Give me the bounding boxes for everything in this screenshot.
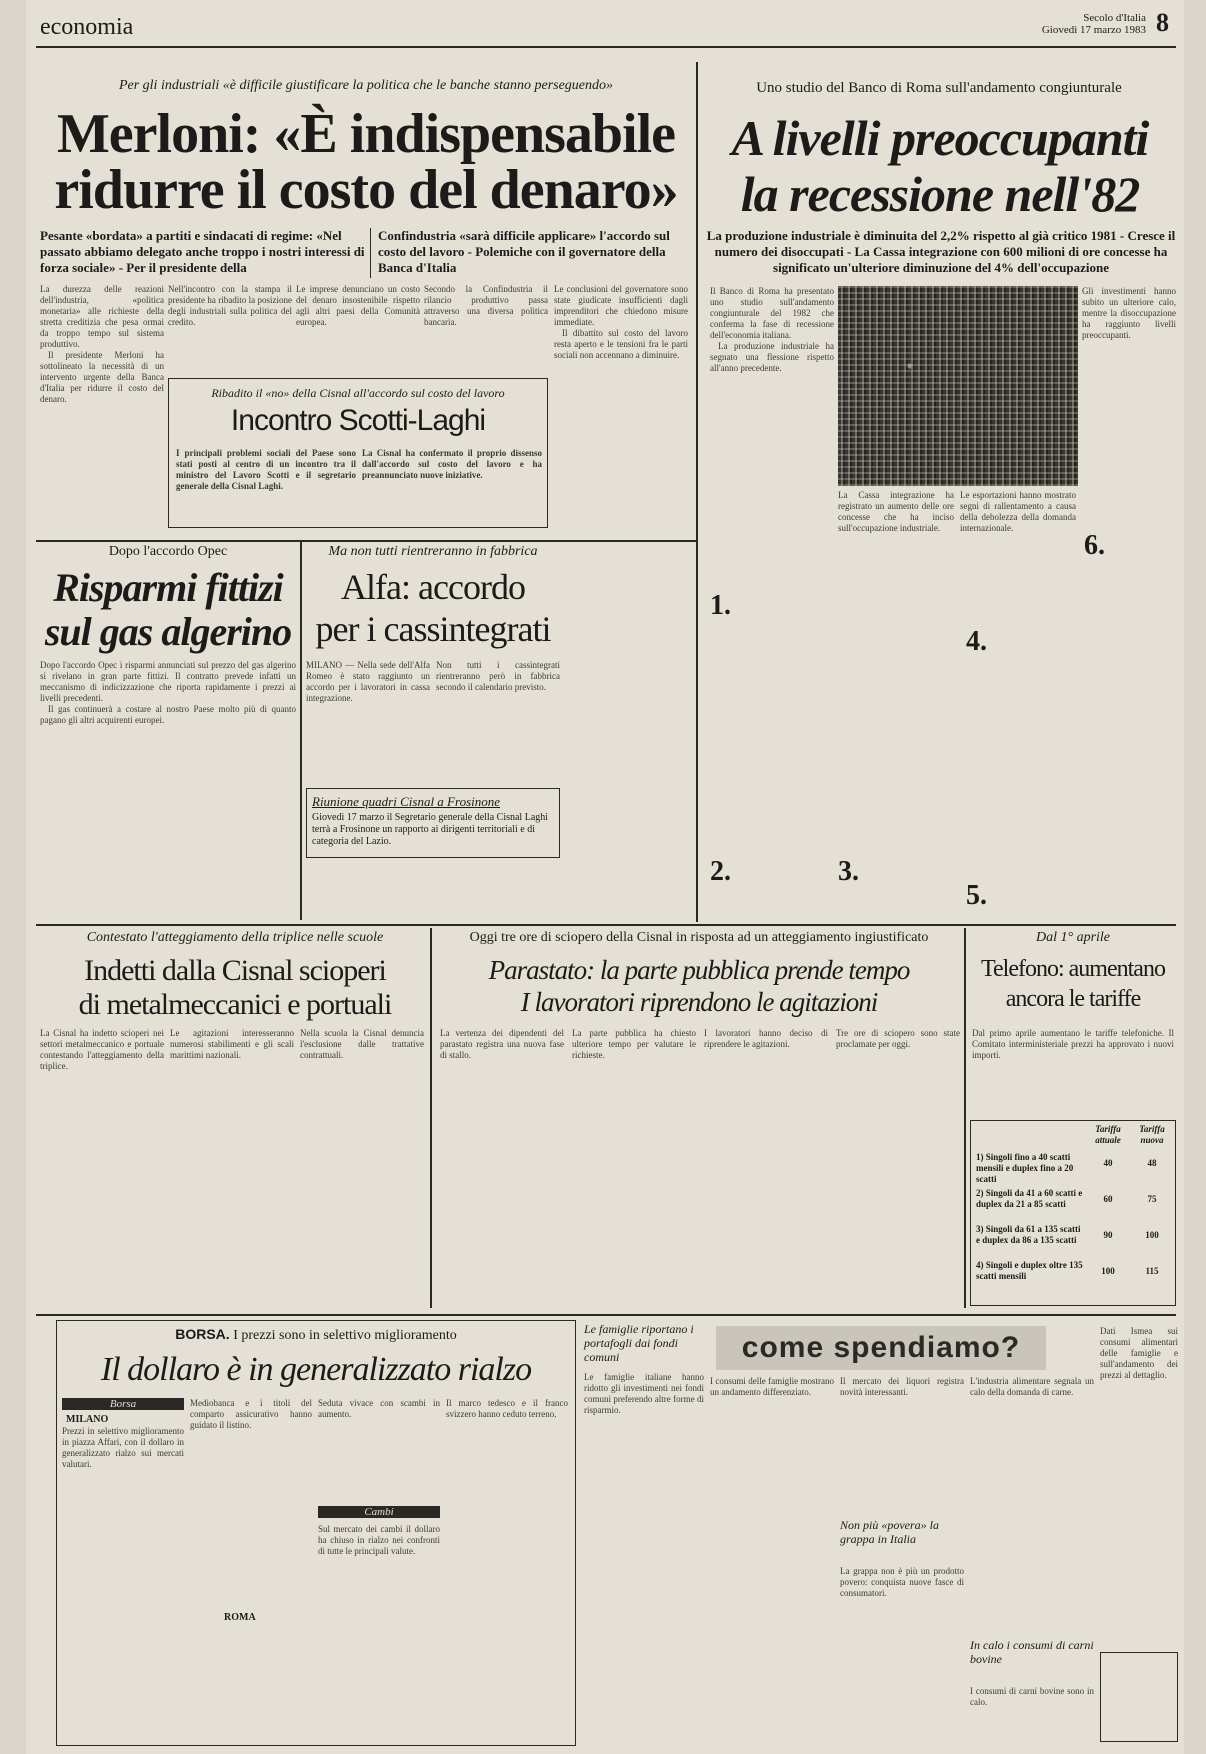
recessione-subhead: La produzione industriale è diminuita del 2,2% rispetto al già critico 1981 - Cresce il numero dei disoccupati - La Cassa integrazione con 600 milioni di ore concesse ha significato un'ulteriore diminuzione del 4% dell'occupazione	[706, 228, 1176, 275]
cisnal-headline-line1: Indetti dalla Cisnal scioperi	[84, 954, 386, 987]
borsa-body-col: Il marco tedesco e il franco svizzero hanno ceduto terreno.	[446, 1398, 568, 1419]
borsa-kicker-text: I prezzi sono in selettivo miglioramento	[233, 1328, 457, 1343]
merloni-headline-line2: ridurre il costo del denaro»	[54, 159, 678, 221]
section-rule	[36, 1314, 1176, 1316]
parastato-headline-line1: Parastato: la parte pubblica prende tempo	[488, 955, 910, 985]
issue-date: Giovedì 17 marzo 1983	[1041, 24, 1146, 36]
borsa-city-milano: MILANO	[66, 1414, 109, 1425]
risparmi-headline-line1: Risparmi fittizi	[53, 565, 283, 610]
table-cell-old: 60	[1103, 1194, 1113, 1204]
spendiamo-body-col: Le famiglie italiane hanno ridotto gli investimenti nei fondi comuni preferendo altre forme di risparmio.	[584, 1372, 704, 1415]
parastato-body-col: La parte pubblica ha chiesto ulteriore tempo per valutare le richieste.	[572, 1028, 696, 1060]
borsa-kicker	[60, 1326, 572, 1344]
borsa-headline: Il dollaro è in generalizzato rialzo	[100, 1351, 532, 1388]
table-cell-old: 90	[1103, 1230, 1113, 1240]
spendiamo-body-col: I consumi delle famiglie mostrano un andamento differenziato.	[710, 1376, 834, 1397]
list-number: 1.	[710, 590, 731, 621]
carni-subhead: In calo i consumi di carni bovine	[970, 1638, 1094, 1666]
merloni-body-col: Secondo la Confindustria il rilancio produttivo passa attraverso una diversa politica bancaria.	[424, 284, 548, 327]
alfa-body-col: Non tutti i cassintegrati rientreranno però in fabbrica secondo il calendario previsto.	[436, 660, 560, 692]
borsa-body-col: Mediobanca e i titoli del comparto assicurativo hanno guidato il listino.	[190, 1398, 312, 1430]
risparmi-headline-line2: sul gas algerino	[44, 609, 292, 654]
spendiamo-sidebar-title: Le famiglie riportano i portafogli dai fondi comuni	[584, 1322, 694, 1364]
table-row-label: 3) Singoli da 61 a 135 scatti e duplex da 86 a 135 scatti	[976, 1224, 1081, 1245]
scotti-headline: Incontro Scotti-Laghi	[230, 404, 486, 437]
masthead-info	[1036, 12, 1146, 36]
cisnal-headline	[40, 954, 430, 1022]
parastato-kicker: Oggi tre ore di sciopero della Cisnal in risposta ad un atteggiamento ingiustificato	[469, 930, 929, 945]
cisnal-body-col: Nella scuola la Cisnal denuncia l'esclusione dalle trattative contrattuali.	[300, 1028, 424, 1060]
spendiamo-body-col: Dati Ismea sui consumi alimentari delle famiglie e sull'andamento dei prezzi al dettaglio.	[1100, 1326, 1178, 1380]
scotti-kicker: Ribadito il «no» della Cisnal all'accordo sul costo del lavoro	[211, 386, 505, 400]
table-header-new: Tariffa nuova	[1139, 1124, 1165, 1145]
recessione-headline-line2: la recessione nell'82	[740, 166, 1140, 222]
table-cell-new: 75	[1147, 1194, 1157, 1204]
telefono-body: Dal primo aprile aumentano le tariffe telefoniche. Il Comitato interministeriale prezzi ha approvato i nuovi importi.	[972, 1028, 1174, 1060]
section-rule	[36, 924, 1176, 926]
merloni-kicker: Per gli industriali «è difficile giustificare la politica che le banche stanno perseguendo»	[118, 78, 614, 93]
column-divider	[430, 928, 432, 1308]
table-cell-new: 100	[1145, 1230, 1159, 1240]
merloni-headline-line1: Merloni: «È indispensabile	[56, 103, 676, 165]
merloni-subhead-left: Pesante «bordata» a partiti e sindacati di regime: «Nel passato abbiamo delegato anche troppo i nostri interessi di forza sociale» - Per il presidente della	[40, 228, 365, 275]
merloni-subhead-right: Confindustria «sarà difficile applicare» l'accordo sul costo del lavoro - Polemiche con il governatore della Banca d'Italia	[378, 228, 670, 275]
column-divider	[300, 540, 302, 920]
borsa-body-col: Sul mercato dei cambi il dollaro ha chiuso in rialzo nei confronti di tutte le principali valute.	[318, 1524, 440, 1556]
recessione-body-col: La Cassa integrazione ha registrato un aumento delle ore concesse che ha inciso sull'occupazione industriale.	[838, 490, 954, 533]
spendiamo-body-col: I consumi di carni bovine sono in calo.	[970, 1686, 1094, 1707]
parastato-body-col: La vertenza dei dipendenti del parastato registra una nuova fase di stallo.	[440, 1028, 564, 1060]
recessione-headline	[702, 110, 1178, 222]
table-row-label: 2) Singoli da 41 a 60 scatti e duplex da 21 a 85 scatti	[976, 1188, 1083, 1209]
merloni-body-col: Le conclusioni del governatore sono state giudicate insufficienti dagli imprenditori che chiedono misure immediate. Il dibattito sul costo del lavoro resta aperto e le tensioni fra le parti sociali non accennano a diminuire.	[554, 284, 688, 360]
alfa-kicker: Ma non tutti rientreranno in fabbrica	[328, 544, 538, 559]
table-row-label: 1) Singoli fino a 40 scatti mensili e duplex fino a 20 scatti	[976, 1152, 1074, 1184]
section-label: economia	[40, 14, 134, 40]
spendiamo-body-col: L'industria alimentare segnala un calo della domanda di carne.	[970, 1376, 1094, 1397]
borsa-city-roma: ROMA	[224, 1612, 256, 1623]
scotti-body-col: La Cisnal ha confermato il proprio dissenso dall'accordo sul costo del lavoro e ha preannunciato nuove iniziative.	[362, 448, 542, 480]
table-header-old: Tariffa attuale	[1095, 1124, 1121, 1145]
alfa-headline-line1: Alfa: accordo	[341, 567, 525, 607]
list-number: 6.	[1084, 530, 1105, 561]
frosinone-box-text: Giovedì 17 marzo il Segretario generale della Cisnal Laghi terrà a Frosinone un rapporto ai dirigenti territoriali e di categoria del Lazio.	[312, 812, 549, 847]
merloni-body-col: La durezza delle reazioni dell'industria, «politica monetaria» alle richieste della stretta creditizia che pesa ormai da troppo tempo sul sistema produttivo. Il presidente Merloni ha sottolineato la necessità di un intervento urgente della Banca d'Italia per ridurre il costo del denaro.	[40, 284, 164, 404]
paper-name: Secolo d'Italia	[1083, 12, 1146, 24]
merloni-headline	[36, 103, 696, 221]
masthead-rule	[36, 46, 1176, 48]
recessione-body-col: Le esportazioni hanno mostrato segni di rallentamento a causa della debolezza della domanda internazionale.	[960, 490, 1076, 533]
table-row-label: 4) Singoli e duplex oltre 135 scatti mensili	[976, 1260, 1083, 1281]
list-number: 2.	[710, 856, 731, 887]
parastato-body-col: Tre ore di sciopero sono state proclamate per oggi.	[836, 1028, 960, 1049]
page-number: 8	[1156, 8, 1169, 37]
newspaper-page	[26, 0, 1184, 1754]
crowd-photo	[838, 286, 1078, 486]
table-cell-new: 115	[1145, 1266, 1159, 1276]
table-cell-old: 100	[1101, 1266, 1115, 1276]
spendiamo-body-col: Il mercato dei liquori registra novità interessanti.	[840, 1376, 964, 1397]
cisnal-kicker: Contestato l'atteggiamento della triplice nelle scuole	[86, 930, 384, 945]
telefono-headline-line2: ancora le tariffe	[1005, 986, 1141, 1012]
cisnal-headline-line2: di metalmeccanici e portuali	[78, 988, 392, 1021]
cambi-label: Cambi	[318, 1506, 440, 1518]
parastato-headline-line2: I lavoratori riprendono le agitazioni	[520, 987, 878, 1017]
frosinone-box-title: Riunione quadri Cisnal a Frosinone	[312, 794, 501, 809]
parastato-body-col: I lavoratori hanno deciso di riprendere le agitazioni.	[704, 1028, 828, 1049]
list-number: 3.	[838, 856, 859, 887]
column-divider	[696, 62, 698, 922]
cisnal-body-col: Le agitazioni interesseranno numerosi stabilimenti e gli scali marittimi nazionali.	[170, 1028, 294, 1060]
risparmi-headline	[40, 566, 296, 654]
cisnal-body-col: La Cisnal ha indetto scioperi nei settori metalmeccanico e portuale contestando l'atteggiamento della triplice.	[40, 1028, 164, 1071]
list-number: 4.	[966, 626, 987, 657]
merloni-body-col: Nell'incontro con la stampa il presidente ha ribadito la posizione degli industriali sulla politica del credito.	[168, 284, 292, 327]
alfa-headline-line2: per i cassintegrati	[315, 609, 551, 649]
come-spendiamo-banner: come spendiamo?	[716, 1326, 1046, 1370]
borsa-body-col: Prezzi in selettivo miglioramento in piazza Affari, con il dollaro in generalizzato rialzo sui mercati valutari.	[62, 1426, 184, 1469]
grappa-subhead: Non più «povera» la grappa in Italia	[840, 1518, 939, 1546]
scotti-body-col: I principali problemi sociali del Paese sono stati posti al centro di un incontro tra il ministro del Lavoro Scotti e il segretario generale della Cisnal Laghi.	[176, 448, 356, 491]
borsa-kicker-label: BORSA.	[175, 1326, 230, 1342]
risparmi-kicker: Dopo l'accordo Opec	[108, 544, 228, 559]
parastato-headline	[436, 954, 962, 1018]
recessione-body-col: Gli investimenti hanno subito un ulteriore calo, mentre la disoccupazione ha raggiunto livelli preoccupanti.	[1082, 286, 1176, 340]
recessione-headline-line1: A livelli preoccupanti	[731, 110, 1149, 166]
table-cell-old: 40	[1103, 1158, 1113, 1168]
telefono-kicker: Dal 1° aprile	[1035, 930, 1111, 945]
borsa-body-col: Seduta vivace con scambi in aumento.	[318, 1398, 440, 1419]
spendiamo-body-col: La grappa non è più un prodotto povero: conquista nuove fasce di consumatori.	[840, 1566, 964, 1598]
recessione-body-col: Il Banco di Roma ha presentato uno studio sull'andamento congiunturale del 1982 che conferma la fase di recessione dell'economia italiana. La produzione industriale ha segnato una flessione rispetto all'anno precedente.	[710, 286, 834, 373]
section-rule	[36, 540, 696, 542]
telefono-headline	[970, 954, 1176, 1014]
subhead-divider	[370, 228, 371, 278]
alfa-headline	[306, 566, 560, 650]
merloni-body-col: Le imprese denunciano un costo del denaro insostenibile rispetto agli altri paesi della Comunità europea.	[296, 284, 420, 327]
column-divider	[964, 928, 966, 1308]
spendiamo-sidebar-box	[1100, 1652, 1178, 1742]
risparmi-body: Dopo l'accordo Opec i risparmi annunciati sul prezzo del gas algerino si rivelano in gran parte fittizi. Il contratto prevede infatti un meccanismo di indicizzazione che riporta rapidamente i prezzi ai livelli precedenti. Il gas continuerà a costare al nostro Paese molto più di quanto pagano gli altri acquirenti europei.	[40, 660, 296, 725]
alfa-body-col: MILANO — Nella sede dell'Alfa Romeo è stato raggiunto un accordo per i lavoratori in cassa integrazione.	[306, 660, 430, 703]
table-cell-new: 48	[1147, 1158, 1157, 1168]
recessione-kicker: Uno studio del Banco di Roma sull'andamento congiunturale	[756, 80, 1122, 96]
list-number: 5.	[966, 880, 987, 911]
telefono-headline-line1: Telefono: aumentano	[981, 956, 1165, 982]
borsa-label: Borsa	[62, 1398, 184, 1410]
